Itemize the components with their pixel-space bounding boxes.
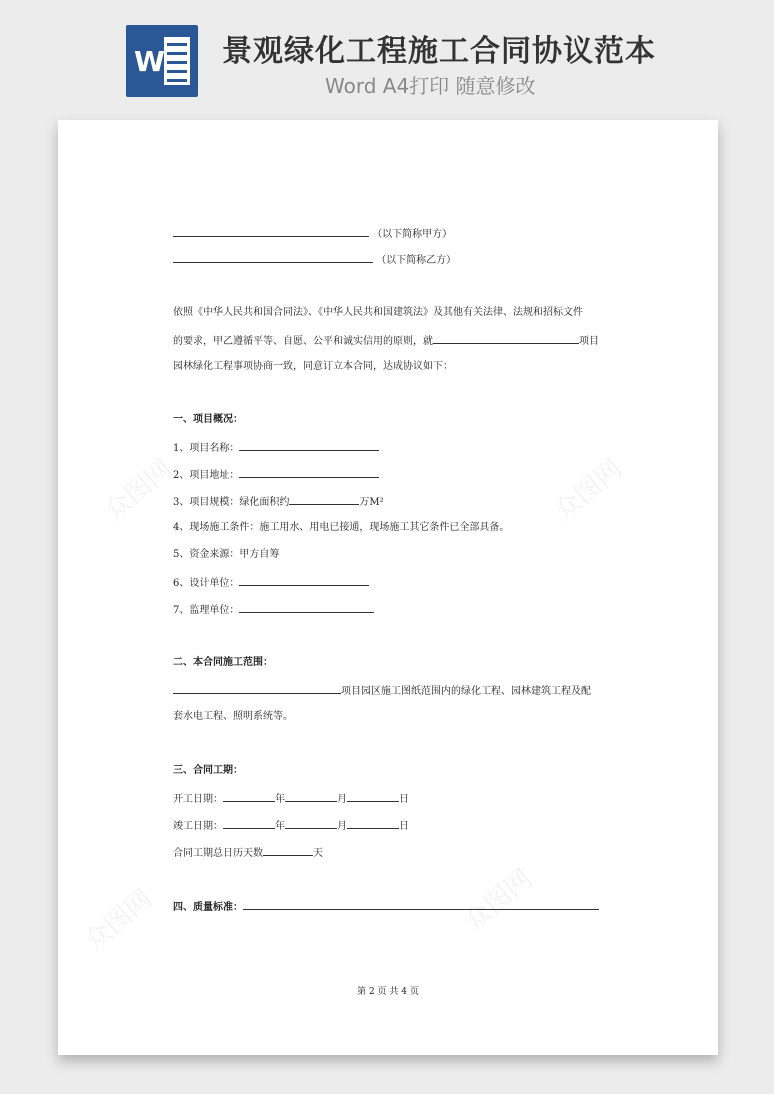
scope-text: 项目园区施工图纸范围内的绿化工程、园林建筑工程及配	[341, 686, 591, 697]
item-project-name	[173, 440, 379, 455]
month-blank[interactable]	[285, 818, 337, 829]
month-blank[interactable]	[285, 791, 337, 802]
intro-line-2	[173, 333, 599, 348]
section-3-heading: 三、合同工期：	[173, 765, 243, 776]
project-blank[interactable]	[433, 333, 579, 344]
item-project-scale	[173, 494, 384, 509]
intro-line-1: 依照《中华人民共和国合同法》、《中华人民共和国建筑法》及其他有关法律、法规和招标文件	[173, 307, 583, 318]
watermark: 众图网	[99, 453, 179, 527]
item-design-unit	[173, 575, 369, 590]
item-label: 6、设计单位：	[173, 578, 240, 589]
party-a-label: （以下简称甲方）	[372, 229, 453, 240]
project-name-blank[interactable]	[239, 440, 379, 451]
item-label: 1、项目名称：	[173, 443, 240, 454]
design-unit-blank[interactable]	[239, 575, 369, 586]
item-label: 7、监理单位：	[173, 605, 240, 616]
area-unit: 万M²	[359, 497, 384, 508]
scope-line-1	[173, 683, 591, 698]
item-site-conditions: 4、现场施工条件：施工用水、用电已接通，现场施工其它条件已全部具备。	[173, 522, 510, 533]
start-date-label: 开工日期：	[173, 794, 223, 805]
party-b-line	[173, 252, 456, 267]
document-page	[58, 120, 718, 1055]
page-subtitle: Word A4打印 随意修改	[325, 74, 536, 98]
page-number: 第 2 页 共 4 页	[357, 987, 419, 997]
intro-line-3: 园林绿化工程事项协商一致，同意订立本合同，达成协议如下：	[173, 361, 453, 372]
header	[0, 0, 774, 112]
day-blank[interactable]	[347, 818, 399, 829]
intro-text: 的要求，甲乙遵循平等、自愿、公平和诚实信用的原则，就	[173, 336, 433, 347]
month-label: 月	[337, 794, 347, 805]
item-label: 2、项目地址：	[173, 470, 240, 481]
days-unit: 天	[313, 848, 323, 859]
scope-blank[interactable]	[173, 683, 341, 694]
year-label: 年	[275, 794, 285, 805]
day-label: 日	[399, 794, 409, 805]
item-supervision-unit	[173, 602, 374, 617]
days-blank[interactable]	[263, 845, 313, 856]
intro-text-tail: 项目	[579, 336, 599, 347]
scope-line-2: 套水电工程、照明系统等。	[173, 711, 293, 722]
watermark: 众图网	[79, 883, 159, 957]
start-date-line	[173, 791, 409, 806]
text-lines-icon	[164, 37, 190, 85]
party-b-label: （以下简称乙方）	[376, 255, 457, 266]
fill-blank[interactable]	[173, 252, 373, 263]
party-a-line	[173, 226, 452, 241]
section-2-heading: 二、本合同施工范围：	[173, 657, 273, 668]
year-blank[interactable]	[223, 818, 275, 829]
watermark: 众图网	[549, 453, 629, 527]
word-document-icon	[126, 25, 198, 97]
project-address-blank[interactable]	[239, 467, 379, 478]
end-date-label: 竣工日期：	[173, 821, 223, 832]
year-label: 年	[275, 821, 285, 832]
fill-blank[interactable]	[173, 226, 369, 237]
quality-standard-blank[interactable]	[243, 899, 599, 910]
item-project-address	[173, 467, 379, 482]
section-4-heading: 四、质量标准：	[173, 902, 243, 913]
item-label: 3、项目规模：绿化面积约	[173, 497, 290, 508]
word-icon-letter: W	[134, 45, 165, 78]
total-days-line	[173, 845, 323, 860]
total-days-label: 合同工期总日历天数	[173, 848, 263, 859]
end-date-line	[173, 818, 409, 833]
year-blank[interactable]	[223, 791, 275, 802]
day-label: 日	[399, 821, 409, 832]
page-title: 景观绿化工程施工合同协议范本	[222, 34, 656, 69]
section-1-heading: 一、项目概况：	[173, 414, 243, 425]
day-blank[interactable]	[347, 791, 399, 802]
section-4-line	[173, 899, 599, 914]
area-blank[interactable]	[289, 494, 359, 505]
month-label: 月	[337, 821, 347, 832]
watermark: 众图网	[459, 863, 539, 937]
item-funding: 5、资金来源：甲方自筹	[173, 549, 280, 560]
supervision-unit-blank[interactable]	[239, 602, 374, 613]
